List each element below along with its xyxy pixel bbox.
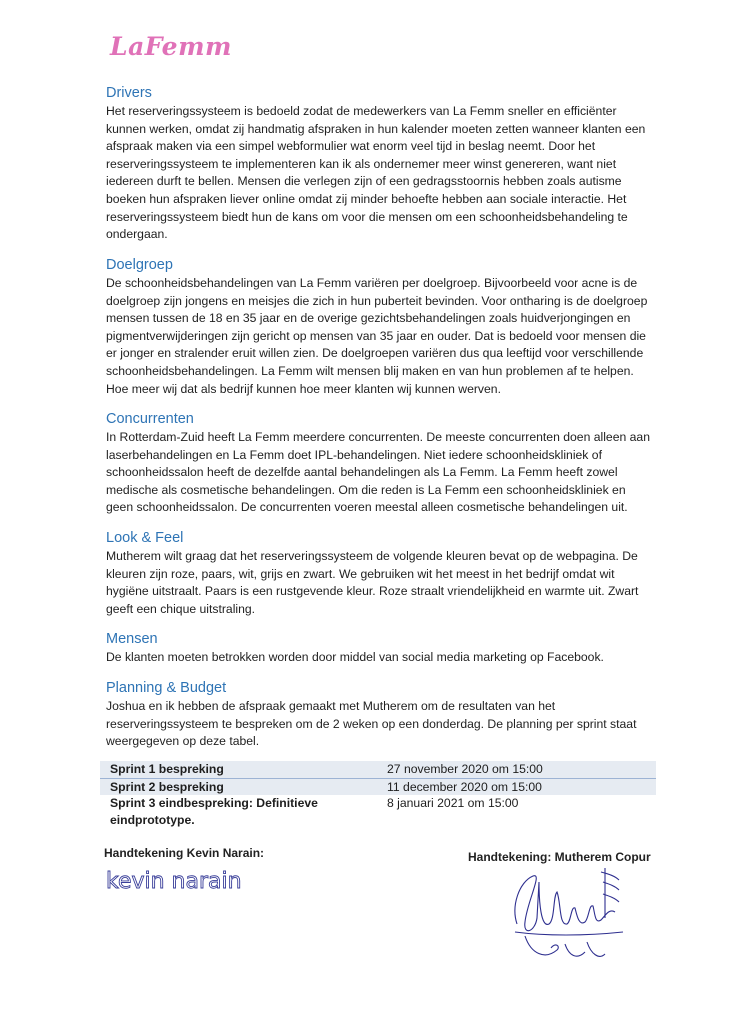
sprint-label: Sprint 3 eindbespreking: Definitieve eindprototype. — [110, 796, 318, 827]
paragraph-look-feel: Mutherem wilt graag dat het reserveringssysteem de volgende kleuren bevat op de webpagina. De kleuren zijn roze, paars, wit, grijs en zwart. We gebruiken wit het meest in het bedrijf omdat wit hygiëne uitstraalt. Paars is een rustgevende kleur. Roze straalt vriendelijkheid en warmte uit. Zwart geeft een chique uitstraling. — [106, 549, 639, 616]
sprint-date: 11 december 2020 om 15:00 — [387, 779, 542, 794]
paragraph-drivers: Het reserveringssysteem is bedoeld zodat de medewerkers van La Femm sneller en efficiënter kunnen werken, omdat zij handmatig afspraken in hun kalender moeten zetten wanneer klanten een afspraak maken via een simpel webformulier wat enorm veel tijd in beslag neemt. Door het reserveringssysteem te implementeren kan ik als ondernemer meer winst genereren, want niet iedereen durft te bellen. Mensen die verlegen zijn of een gedragsstoornis hebben zoals autisme boeken hun afspraken liever online omdat zij minder behoefte hebben aan sociale interactie. Het reserveringssysteem biedt hun de kans om voor die mensen om een schoonheidsbehandeling te ondergaan. — [106, 104, 646, 242]
signature-mutherem-image — [505, 862, 635, 972]
table-row — [100, 761, 656, 778]
heading-look-feel: Look & Feel — [106, 530, 184, 546]
paragraph-planning: Joshua en ik hebben de afspraak gemaakt met Mutherem om de resultaten van het reserveringssysteem te bespreken om de 2 weken op een donderdag. De planning per sprint staat weergegeven op deze tabel. — [106, 699, 637, 749]
section-concurrenten — [106, 410, 651, 517]
table-row — [100, 778, 656, 796]
sprint-label: Sprint 1 bespreking — [110, 762, 224, 776]
sprint-date: 8 januari 2021 om 15:00 — [387, 796, 519, 810]
section-look-feel — [106, 529, 651, 618]
signature-label-mutherem: Handtekening: Mutherem Copur — [468, 850, 651, 864]
section-drivers — [106, 84, 651, 244]
paragraph-doelgroep: De schoonheidsbehandelingen van La Femm variëren per doelgroep. Bijvoorbeeld voor acne is de doelgroep zijn jongens en meisjes die zich in hun puberteit bevinden. Voor ontharing is de doelgroep mensen tussen de 18 en 35 jaar en de overige gezichtsbehandelingen zoals huidverjongingen en pigmentverwijderingen zijn gericht op mensen van 35 jaar en ouder. Dat is bedoeld voor mensen die er jonger en stralender eruit willen zien. De doelgroepen variëren dus qua leeftijd voor verschillende schoonheidsbehandelingen. La Femm wilt mensen blij maken en van hun problemen af te helpen. Hoe meer wij dat als bedrijf kunnen hoe meer klanten wij kunnen werven. — [106, 276, 648, 396]
heading-concurrenten: Concurrenten — [106, 411, 194, 427]
section-planning — [106, 679, 651, 751]
section-mensen — [106, 630, 651, 667]
heading-doelgroep: Doelgroep — [106, 257, 173, 273]
sprint-schedule-table — [100, 761, 656, 828]
signature-label-kevin: Handtekening Kevin Narain: — [104, 846, 265, 860]
paragraph-concurrenten: In Rotterdam-Zuid heeft La Femm meerdere concurrenten. De meeste concurrenten doen alleen aan laserbehandelingen en La Femm doet IPL-behandelingen. Niet iedere schoonheidskliniek of schoonheidssalon heeft de dezelfde aantal behandelingen als La Femm. La Femm heeft zowel medische als cosmetische behandelingen. Om die reden is La Femm een schoonheidskliniek en geen schoonheidssalon. De concurrenten voeren meestal alleen cosmetische behandelingen uit. — [106, 430, 650, 515]
signature-kevin-image — [104, 858, 264, 898]
sprint-date: 27 november 2020 om 15:00 — [387, 762, 543, 776]
signature-kevin-text: kevin narain — [106, 869, 242, 894]
table-row — [100, 795, 656, 828]
sprint-label: Sprint 2 bespreking — [110, 779, 224, 794]
heading-planning: Planning & Budget — [106, 680, 227, 696]
heading-mensen: Mensen — [106, 631, 158, 647]
heading-drivers: Drivers — [106, 85, 152, 101]
paragraph-mensen: De klanten moeten betrokken worden door middel van social media marketing op Facebook. — [106, 650, 604, 664]
lafemm-logo: LaFemm — [110, 32, 232, 61]
section-doelgroep — [106, 256, 651, 398]
